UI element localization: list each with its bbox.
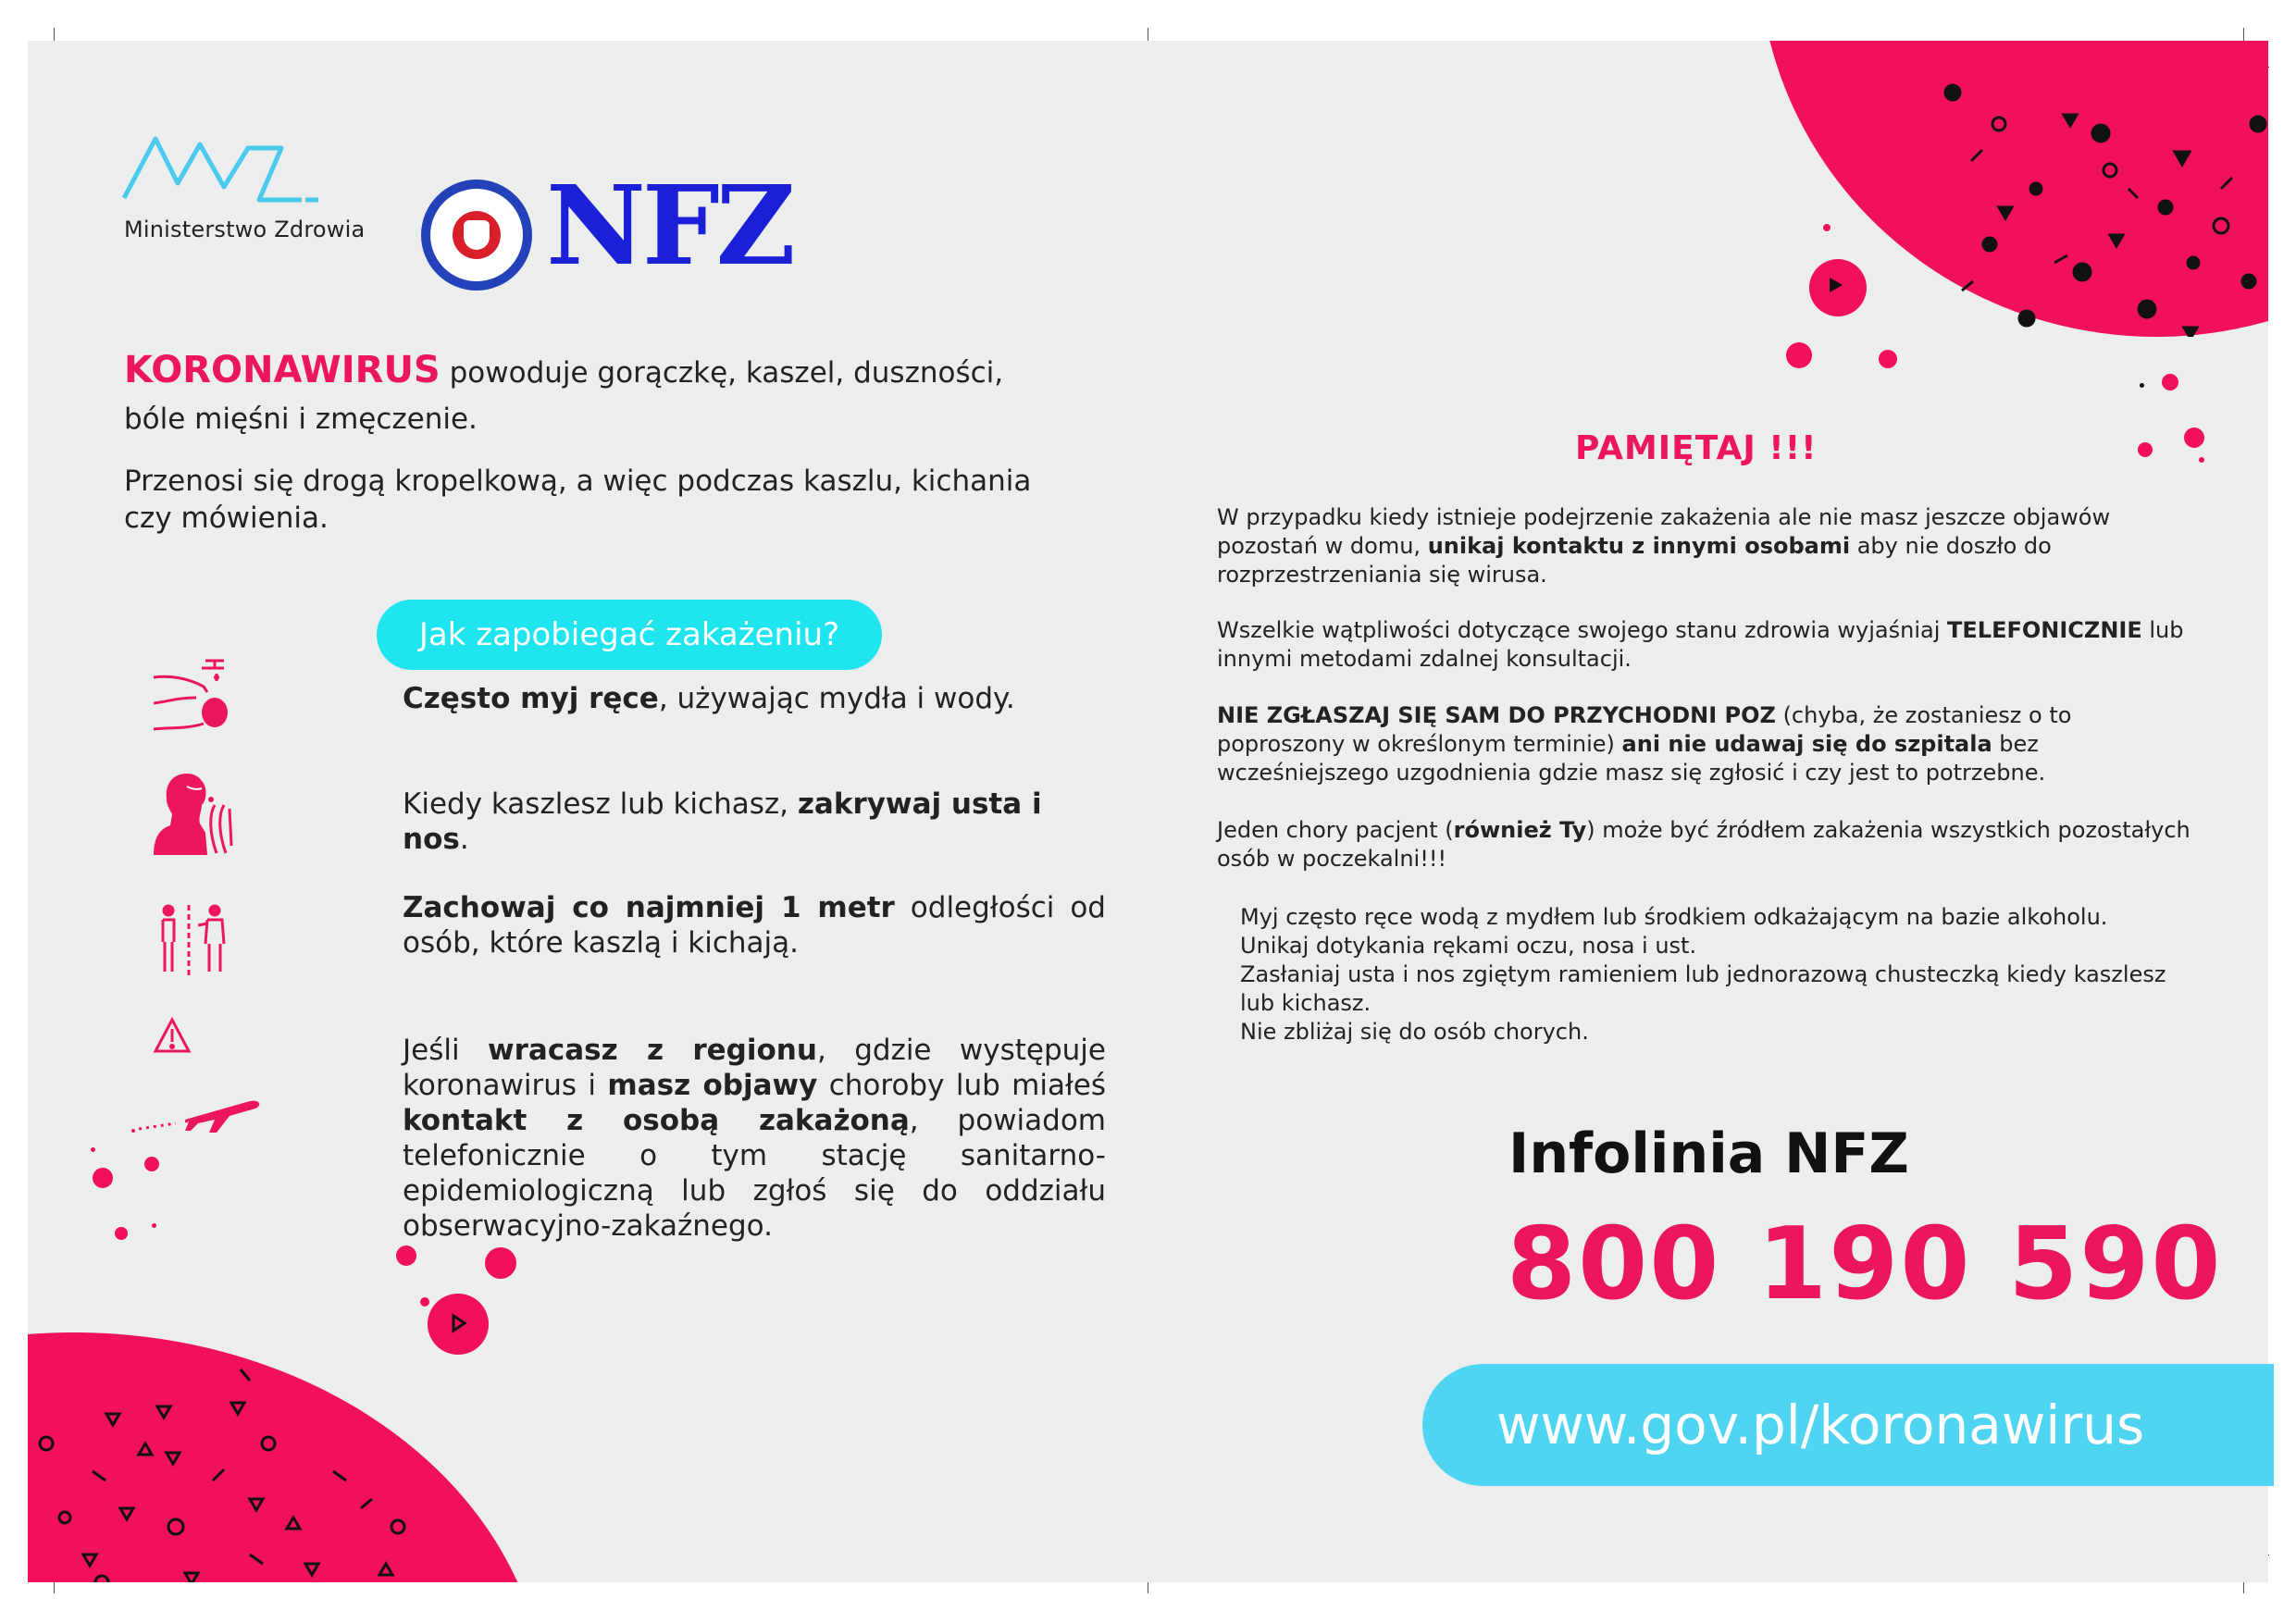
decorative-bubble: [428, 1294, 489, 1355]
remember-p4-b: również Ty: [1453, 817, 1587, 843]
transmission-line1: Przenosi się drogą kropelkową, a więc podczas kaszlu, kichania: [124, 465, 1032, 498]
hotline-label: Infolinia NFZ: [1508, 1121, 1909, 1186]
ministry-logo-mark: [120, 135, 342, 228]
tips-list: [1240, 903, 2221, 1047]
cough-cover-icon: [150, 768, 242, 861]
tip-item: Nie zbliżaj się do osób chorych.: [1240, 1019, 1589, 1045]
tip-item: Myj często ręce wodą z mydłem lub środkiem odkażającym na bazie alkoholu.: [1240, 904, 2108, 930]
advice-travel-p4: , powiadom telefonicznie o tym stację sanitarno-epidemiologiczną lub zgłoś się do oddziału obserwacyjno-zakaźnego.: [403, 1104, 1106, 1243]
remember-paragraph-3: [1217, 701, 2198, 787]
advice-travel-b3: kontakt z osobą zakażoną: [403, 1104, 910, 1137]
remember-p4-c: ) może być źródłem zakażenia wszystkich pozostałych osób w poczekalni!!!: [1217, 817, 2191, 872]
website-url[interactable]: www.gov.pl/koronawirus: [1496, 1394, 2145, 1456]
advice-cover-post: .: [459, 823, 469, 856]
advice-cover: [403, 787, 1106, 857]
triangle-mark-icon: [428, 1294, 489, 1355]
advice-travel-b1: wracasz z regionu: [488, 1034, 817, 1067]
advice-wash: [403, 681, 1106, 716]
logo-ring: [430, 189, 523, 281]
ministry-name: Ministerstwo Zdrowia: [124, 217, 366, 242]
decorative-dot: [144, 1157, 159, 1171]
decorative-dot: [2162, 374, 2178, 390]
decorative-dot: [2199, 457, 2204, 463]
blob-pattern: [28, 1332, 546, 1582]
advice-wash-bold: Często myj ręce: [403, 682, 659, 715]
advice-travel-p2: , gdzie występuje koronawirus i: [403, 1034, 1106, 1102]
transmission-paragraph: [124, 463, 1049, 537]
remember-p1-b: unikaj kontaktu z innymi osobami: [1427, 533, 1851, 559]
tip-item: Unikaj dotykania rękami oczu, nosa i ust.: [1240, 933, 1697, 959]
advice-cover-bold: zakrywaj usta i nos: [403, 787, 1042, 856]
sanitary-inspection-logo: [421, 180, 532, 291]
remember-p3-c: ani nie udawaj się do szpitala: [1621, 731, 1992, 757]
hotline-number: 800 190 590: [1507, 1207, 2223, 1322]
remember-p1-a: W przypadku kiedy istnieje podejrzenie zakażenia ale nie masz jeszcze objawów pozostań w domu,: [1217, 504, 2111, 559]
nfz-logo: NFZ: [546, 161, 792, 290]
remember-p2-a: Wszelkie wątpliwości dotyczące swojego stanu zdrowia wyjaśniaj: [1217, 617, 1948, 643]
koronawirus-heading: KORONAWIRUS: [124, 349, 441, 391]
decorative-dot: [485, 1247, 516, 1279]
remember-p2-b: TELEFONICZNIE: [1947, 617, 2142, 643]
remember-p3-b: (chyba, że zostaniesz o to poproszony w określonym terminie): [1217, 702, 2072, 757]
play-mark-icon: [1809, 259, 1867, 316]
advice-cover-pre: Kiedy kaszlesz lub kichasz,: [403, 787, 798, 821]
decorative-dot: [93, 1168, 113, 1188]
decorative-dot: [2140, 383, 2144, 388]
advice-travel-p1: Jeśli: [403, 1034, 488, 1067]
advice-distance-rest: odległości od osób, które kaszlą i kichają.: [403, 891, 1106, 960]
decorative-dot: [420, 1297, 429, 1307]
decorative-dot: [1823, 224, 1831, 231]
website-pill[interactable]: [1422, 1364, 2274, 1486]
eagle-icon: [464, 220, 490, 250]
decorative-dot: [1879, 350, 1897, 368]
advice-distance-bold: Zachowaj co najmniej 1 metr: [403, 891, 895, 924]
tip-item: Zasłaniaj usta i nos zgiętym ramieniem lub jednorazową chusteczką kiedy kaszlesz: [1240, 961, 2166, 987]
remember-p4-a: Jeden chory pacjent (: [1217, 817, 1454, 843]
remember-paragraph-4: [1217, 816, 2198, 873]
intro-paragraph: [124, 348, 1012, 438]
advice-travel: [403, 1033, 1106, 1244]
intro-line2: bóle mięśni i zmęczenie.: [124, 403, 478, 436]
decorative-dot: [396, 1245, 416, 1266]
remember-p3-a: NIE ZGŁASZAJ SIĘ SAM DO PRZYCHODNI POZ: [1217, 702, 1776, 728]
advice-distance: [403, 890, 1106, 960]
advice-travel-b2: masz objawy: [607, 1069, 818, 1102]
remember-paragraph-2: [1217, 616, 2198, 674]
decorative-dot: [2138, 442, 2153, 457]
remember-p2-c: lub innymi metodami zdalnej konsultacji.: [1217, 617, 2184, 672]
remember-p1-c: aby nie doszło do rozprzestrzeniania się wirusa.: [1217, 533, 2052, 588]
decorative-dot: [152, 1223, 156, 1228]
transmission-line2: czy mówienia.: [124, 502, 329, 535]
logo-emblem: [453, 211, 501, 259]
decorative-dot: [115, 1227, 128, 1240]
decorative-dot: [91, 1147, 95, 1152]
tip-item: lub kichasz.: [1240, 990, 1371, 1016]
leaflet-sheet: [28, 41, 2268, 1582]
prevention-pill-label: Jak zapobiegać zakażeniu?: [418, 616, 840, 653]
remember-paragraph-1: [1217, 503, 2198, 589]
hand-washing-icon: [150, 655, 242, 738]
decorative-bubble: [1809, 259, 1867, 316]
decorative-dot: [1786, 342, 1812, 368]
remember-heading: PAMIĘTAJ !!!: [1575, 429, 1818, 467]
intro-line1: powoduje gorączkę, kaszel, duszności,: [440, 356, 1004, 390]
distance-icon: [154, 903, 246, 977]
advice-wash-rest: , używając mydła i wody.: [658, 682, 1015, 715]
remember-p3-d: bez wcześniejszego uzgodnienia gdzie masz się zgłosić i czy jest to potrzebne.: [1217, 731, 2046, 786]
decorative-blob-bottom-left: [28, 1332, 546, 1582]
prevention-pill: [377, 600, 882, 670]
decorative-dot: [2184, 427, 2204, 448]
travel-warning-icon: [120, 1012, 268, 1133]
advice-travel-p3: choroby lub miałeś: [817, 1069, 1107, 1102]
